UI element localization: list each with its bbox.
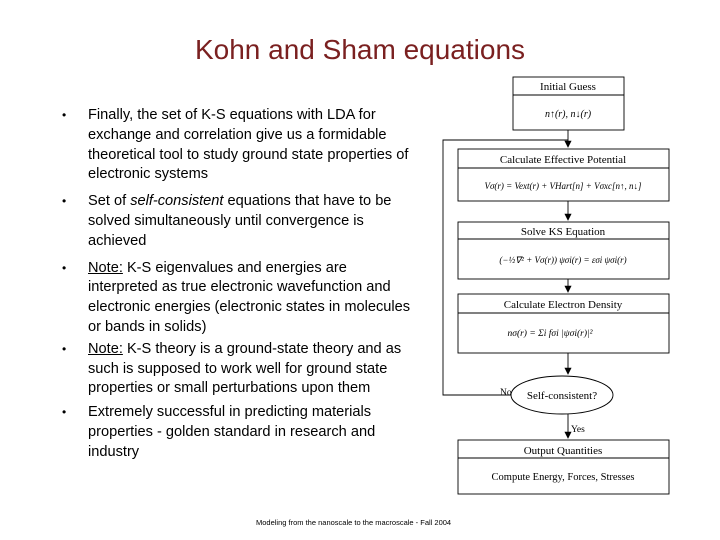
bullet-dot-icon: • <box>62 260 67 275</box>
output-quantities-text: Compute Energy, Forces, Stresses <box>491 472 635 483</box>
bullet-dot-icon: • <box>62 108 67 122</box>
bullet-text: Finally, the set of K-S equations with LDA for exchange and correlation give us a formidable theoretical tool to study ground state properties of electronic systems <box>88 107 409 183</box>
feedback-loop-arrow <box>443 140 568 395</box>
ks-equation-formula: (−½∇² + Vσ(r)) ψσi(r) = εσi ψσi(r) <box>499 255 627 265</box>
output-quantities-label: Output Quantities <box>523 445 603 457</box>
slide-title: Kohn and Sham equations <box>194 34 526 65</box>
bullet-note-label: Note: <box>88 340 123 357</box>
bullet-item <box>58 403 420 462</box>
bullet-item <box>58 340 420 399</box>
bullet-item <box>58 192 420 251</box>
electron-density-label: Calculate Electron Density <box>503 299 623 311</box>
bullet-list <box>58 106 420 463</box>
bullet-note-label: Note: <box>88 259 123 276</box>
effective-potential-label: Calculate Effective Potential <box>499 154 627 166</box>
slide-footer: Modeling from the nanoscale to the macroscale - Fall 2004 <box>256 518 452 527</box>
bullet-text: equations that have to be solved simultaneously until convergence is achieved <box>88 193 392 249</box>
bullet-emphasis: self-consistent <box>130 193 224 210</box>
bullet-dot-icon: • <box>62 194 67 209</box>
bullet-text: Set of <box>88 193 131 210</box>
bullet-text: Extremely successful in predicting materials properties - golden standard in research and industry <box>88 404 376 460</box>
electron-density-formula: nσ(r) = Σi fσi |ψσi(r)|² <box>507 329 593 339</box>
bullet-item <box>58 259 420 338</box>
solve-ks-label: Solve KS Equation <box>520 226 606 238</box>
flowchart-svg <box>440 70 680 500</box>
bullet-item <box>58 106 420 185</box>
bullet-dot-icon: • <box>62 341 67 356</box>
bullet-text: K-S theory is a ground-state theory and as such is supposed to work well for ground state properties or small perturbations upon them <box>88 340 402 397</box>
effective-potential-formula: Vσ(r) = Vext(r) + VHart[n] + Vσxc[n↑, n↓] <box>484 181 642 191</box>
self-consistent-label: Self-consistent? <box>526 390 598 402</box>
bullet-text: K-S eigenvalues and energies are interpreted as true electronic wavefunction and electronic energies (electronic states in molecules or bands in solids) <box>88 259 411 335</box>
initial-guess-label: Initial Guess <box>540 81 596 93</box>
initial-guess-formula: n↑(r), n↓(r) <box>544 109 592 120</box>
bullet-dot-icon: • <box>62 405 67 420</box>
yes-branch-label: Yes <box>571 425 585 435</box>
no-branch-label: No <box>500 388 512 398</box>
ks-flowchart <box>440 70 680 500</box>
